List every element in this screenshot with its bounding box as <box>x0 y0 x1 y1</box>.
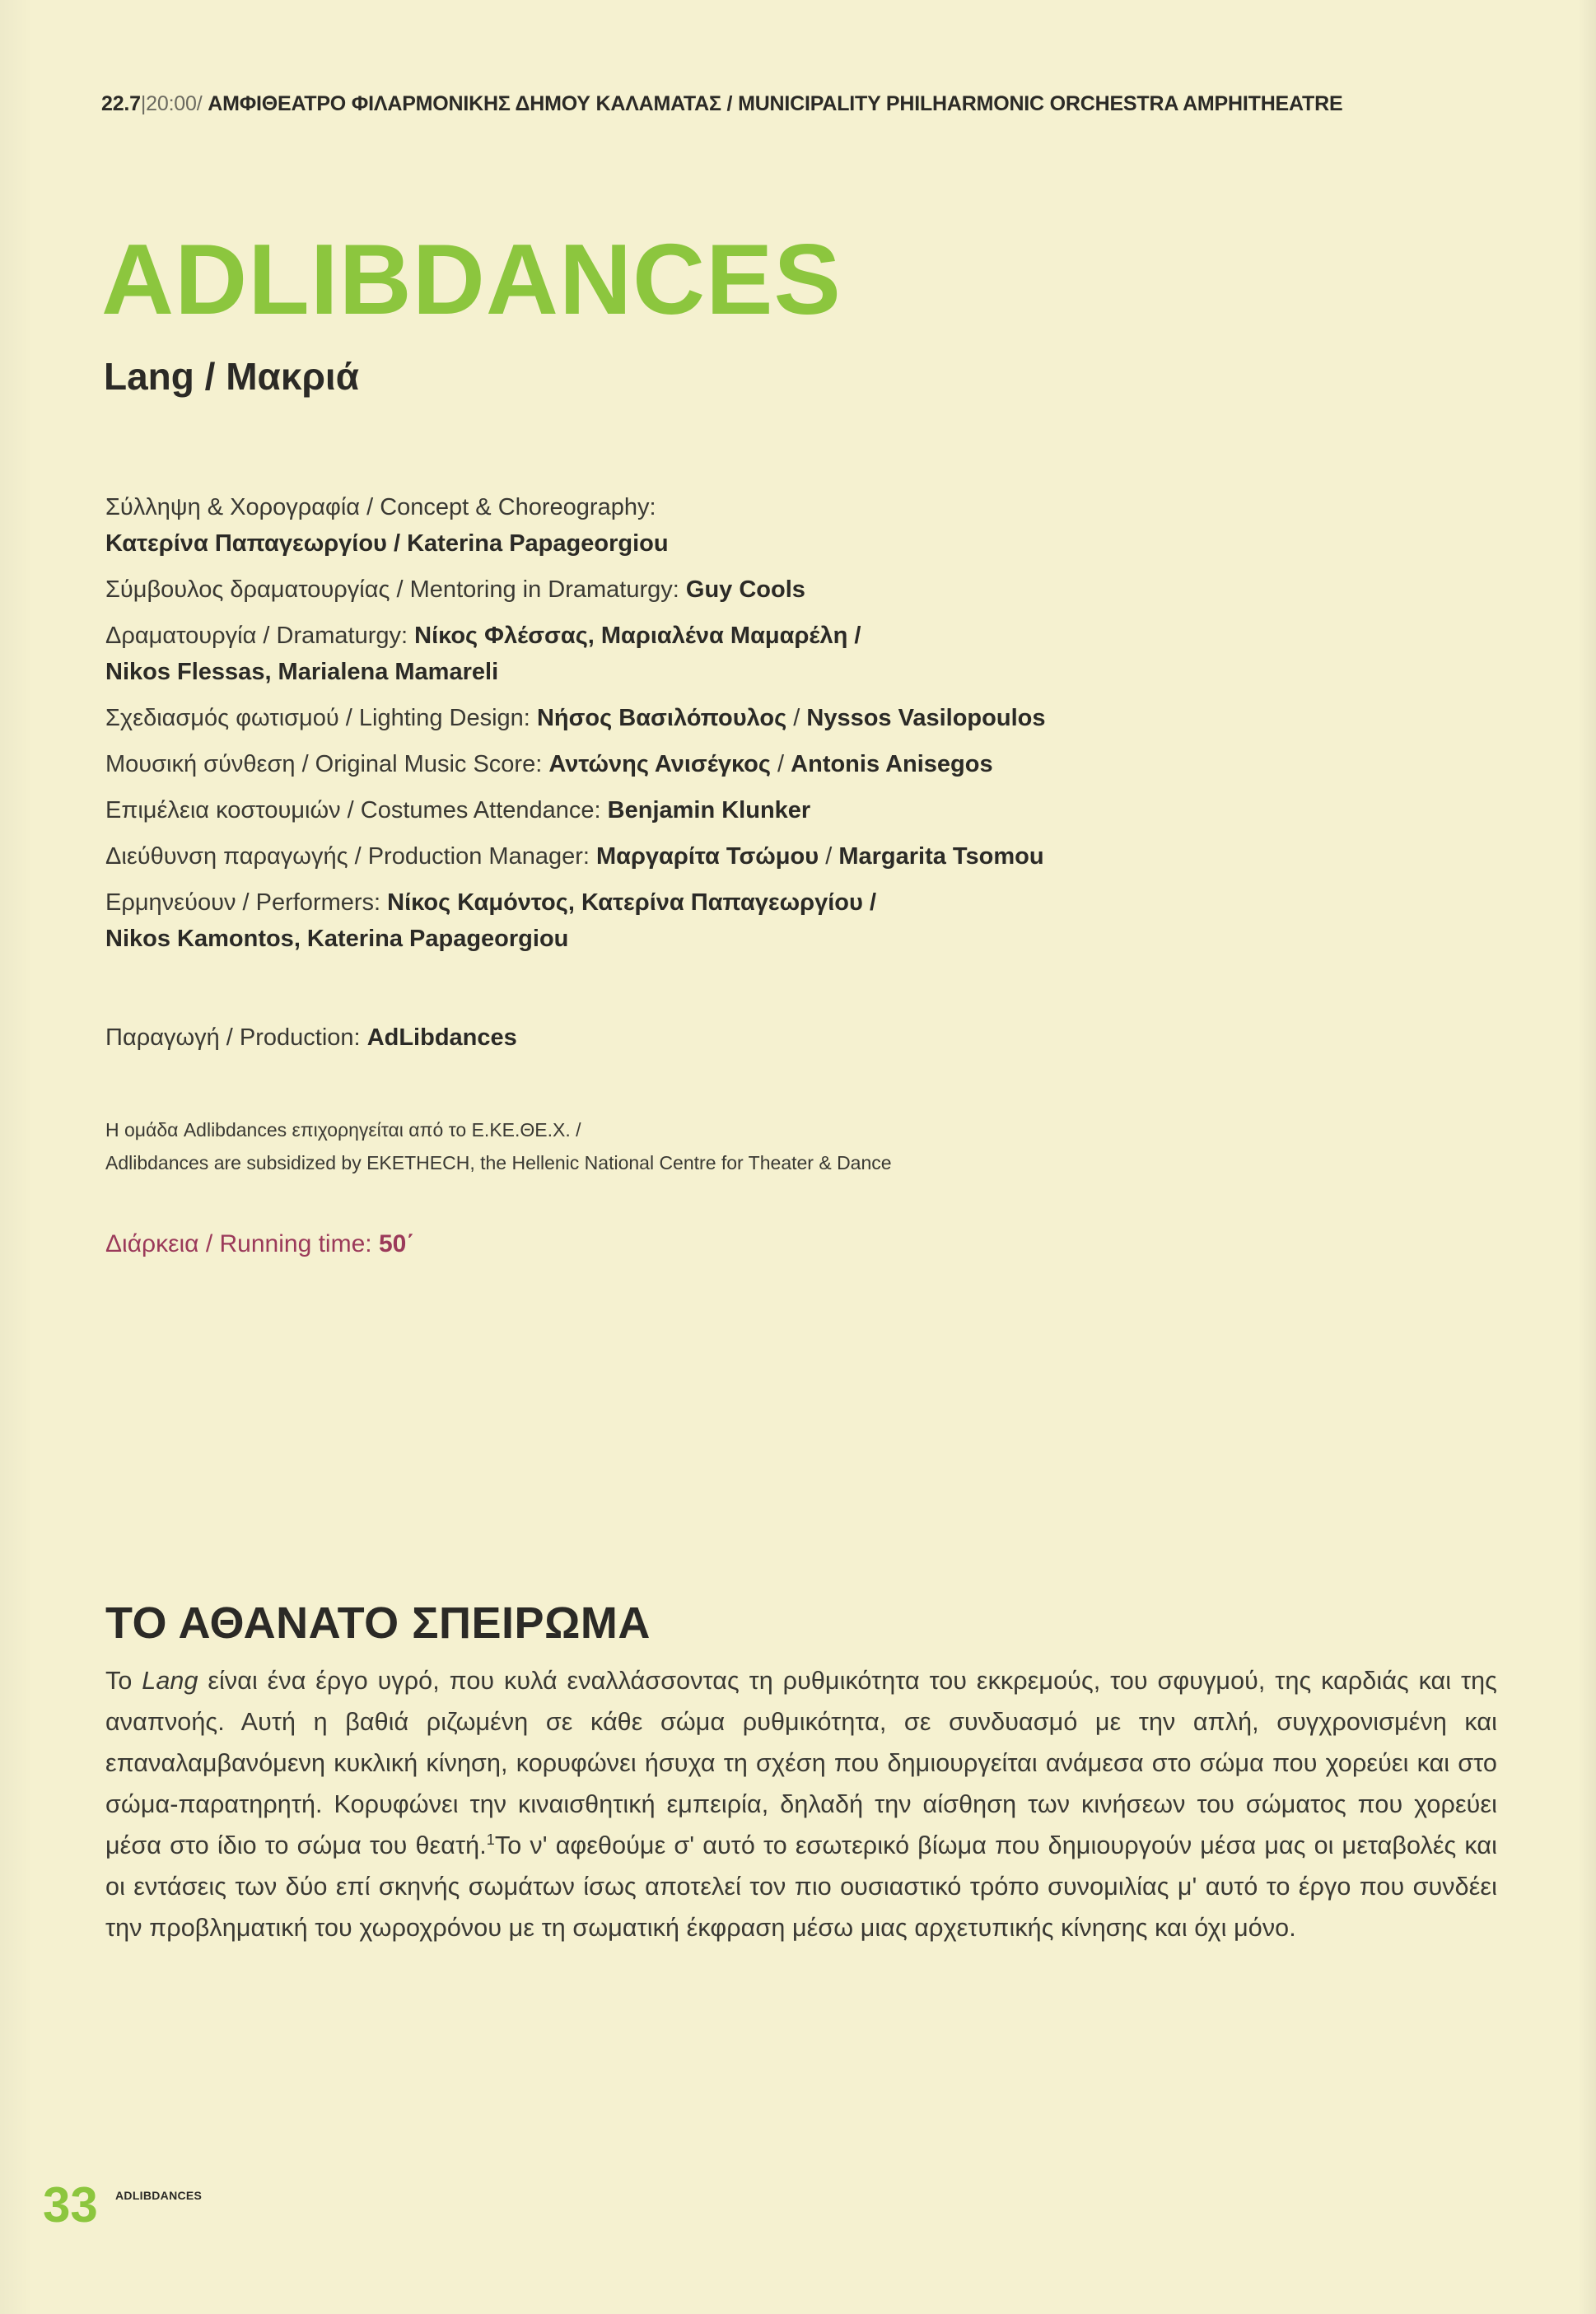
credit-role: Ερμηνεύουν / Performers: <box>105 889 381 916</box>
credit-names-english: Nikos Flessas, Marialena Mamareli <box>105 659 499 685</box>
page-gutter-shade <box>0 0 33 2314</box>
subsidy-note <box>105 1113 892 1179</box>
credits-list <box>105 489 1176 967</box>
credit-dramaturgy <box>105 618 1176 690</box>
credit-choreography <box>105 489 1176 562</box>
credit-costumes <box>105 792 1176 828</box>
body-text-part2: Το ν' αφεθούμε σ' αυτό το εσωτερικό βίωμα που δημιουργούν μέσα μας οι μεταβολές και οι εντάσεις των δύο επί σκηνής σωμάτων ίσως αποτελεί τον πιο ουσιαστικό τρόπο συνομιλίας μ' αυτό το έργο που συνδέει την προβληματική του χωροχρόνου με τη σωματική έκφραση μέσω μιας αρχετυπικής κίνησης και όχι μόνο. <box>105 1831 1497 1942</box>
credit-names: Νίκος Καμόντος, Κατερίνα Παπαγεωργίου / <box>387 889 877 916</box>
credit-names: Μαργαρίτα Τσώμου <box>596 843 819 870</box>
credit-production-manager: Διεύθυνση παραγωγής / Production Manager: Μαργαρίτα Τσώμου / Margarita Tsomou <box>105 843 1044 870</box>
production-value: AdLibdances <box>366 1024 517 1051</box>
work-title-italic: Lang <box>142 1667 198 1695</box>
production-credit <box>105 1024 517 1052</box>
venue-english: MUNICIPALITY PHILHARMONIC ORCHESTRA AMPHITHEATRE <box>738 92 1343 115</box>
credit-names: Guy Cools <box>685 576 805 603</box>
credit-names: Κατερίνα Παπαγεωργίου / Katerina Papageorgiou <box>105 530 669 557</box>
credit-role: Μουσική σύνθεση / Original Music Score: <box>105 751 543 777</box>
credit-role: Επιμέλεια κοστουμιών / Costumes Attendance: <box>105 797 601 823</box>
credit-role: Σύλληψη & Χορογραφία / Concept & Choreography: <box>105 494 656 520</box>
credit-names-english: Nikos Kamontos, Katerina Papageorgiou <box>105 926 569 952</box>
credit-names-english: Nyssos Vasilopoulos <box>806 705 1046 731</box>
footnote-marker: 1 <box>486 1831 495 1848</box>
subsidy-english: Adlibdances are subsidized by EKETHECH, the Hellenic National Centre for Theater & Dance <box>105 1152 892 1173</box>
subsidy-greek: Η ομάδα Adlibdances επιχορηγείται από το Ε.ΚΕ.ΘΕ.Χ. / <box>105 1119 581 1141</box>
credit-mentoring <box>105 572 1176 608</box>
credit-names-english: Margarita Tsomou <box>838 843 1044 870</box>
venue-greek: ΑΜΦΙΘΕΑΤΡΟ ΦΙΛΑΡΜΟΝΙΚΗΣ ΔΗΜΟΥ ΚΑΛΑΜΑΤΑΣ <box>208 92 721 115</box>
credit-role: Δραματουργία / Dramaturgy: <box>105 623 408 649</box>
company-title: ADLIBDANCES <box>101 223 842 335</box>
section-title: ΤΟ ΑΘΑΝΑΤΟ ΣΠΕΙΡΩΜΑ <box>105 1598 651 1648</box>
credit-names: Νήσος Βασιλόπουλος <box>536 705 787 731</box>
running-head: ADLIBDANCES <box>115 2189 203 2202</box>
credit-names: Νίκος Φλέσσας, Μαριαλένα Μαμαρέλη / <box>414 623 861 649</box>
credit-role: Σχεδιασμός φωτισμού / Lighting Design: <box>105 705 530 731</box>
work-subtitle: Lang / Μακριά <box>104 355 359 398</box>
body-paragraph <box>105 1660 1497 1948</box>
running-time-value: 50΄ <box>378 1230 415 1257</box>
event-date: 22.7 <box>101 92 141 115</box>
credit-role: Διεύθυνση παραγωγής / Production Manager: <box>105 843 590 870</box>
credit-names-english: Antonis Anisegos <box>791 751 993 777</box>
event-header: 22.7|20:00/ ΑΜΦΙΘΕΑΤΡΟ ΦΙΛΑΡΜΟΝΙΚΗΣ ΔΗΜΟΥ ΚΑΛΑΜΑΤΑΣ / MUNICIPALITY PHILHARMONIC ORCHESTRA AMPHITHEATRE <box>101 92 1343 115</box>
credit-music: Μουσική σύνθεση / Original Music Score: Αντώνης Ανισέγκος / Antonis Anisegos <box>105 751 993 777</box>
body-prefix: Το <box>105 1667 142 1695</box>
event-time: 20:00 <box>146 92 197 115</box>
production-label: Παραγωγή / Production: <box>105 1024 361 1051</box>
body-text-part1: είναι ένα έργο υγρό, που κυλά εναλλάσσοντας τη ρυθμικότητα του εκκρεμούς, του σφυγμού, της καρδιάς και της αναπνοής. Αυτή η βαθιά ριζωμένη σε κάθε σώμα ρυθμικότητα, σε συνδυασμό με την απλή, συγχρονισμένη και επαναλαμβανόμενη κυκλική κίνηση, κορυφώνει ήσυχα τη σχέση που δημιουργείται ανάμεσα στο σώμα που χορεύει και στο σώμα-παρατηρητή. Κορυφώνει την κιναισθητική εμπειρία, δηλαδή την αίσθηση των κινήσεων του σώματος που χορεύει μέσα στο ίδιο το σώμα του θεατή. <box>105 1667 1497 1859</box>
credit-names: Benjamin Klunker <box>607 797 811 823</box>
credit-names: Αντώνης Ανισέγκος <box>548 751 771 777</box>
credit-lighting: Σχεδιασμός φωτισμού / Lighting Design: Νήσος Βασιλόπουλος / Nyssos Vasilopoulos <box>105 705 1046 731</box>
credit-role: Σύμβουλος δραματουργίας / Mentoring in Dramaturgy: <box>105 576 679 603</box>
running-time-label: Διάρκεια / Running time: <box>105 1230 372 1257</box>
running-time <box>105 1230 414 1258</box>
credit-performers <box>105 884 1176 957</box>
page-number: 33 <box>43 2177 98 2232</box>
page-edge-shade <box>1578 0 1596 2314</box>
